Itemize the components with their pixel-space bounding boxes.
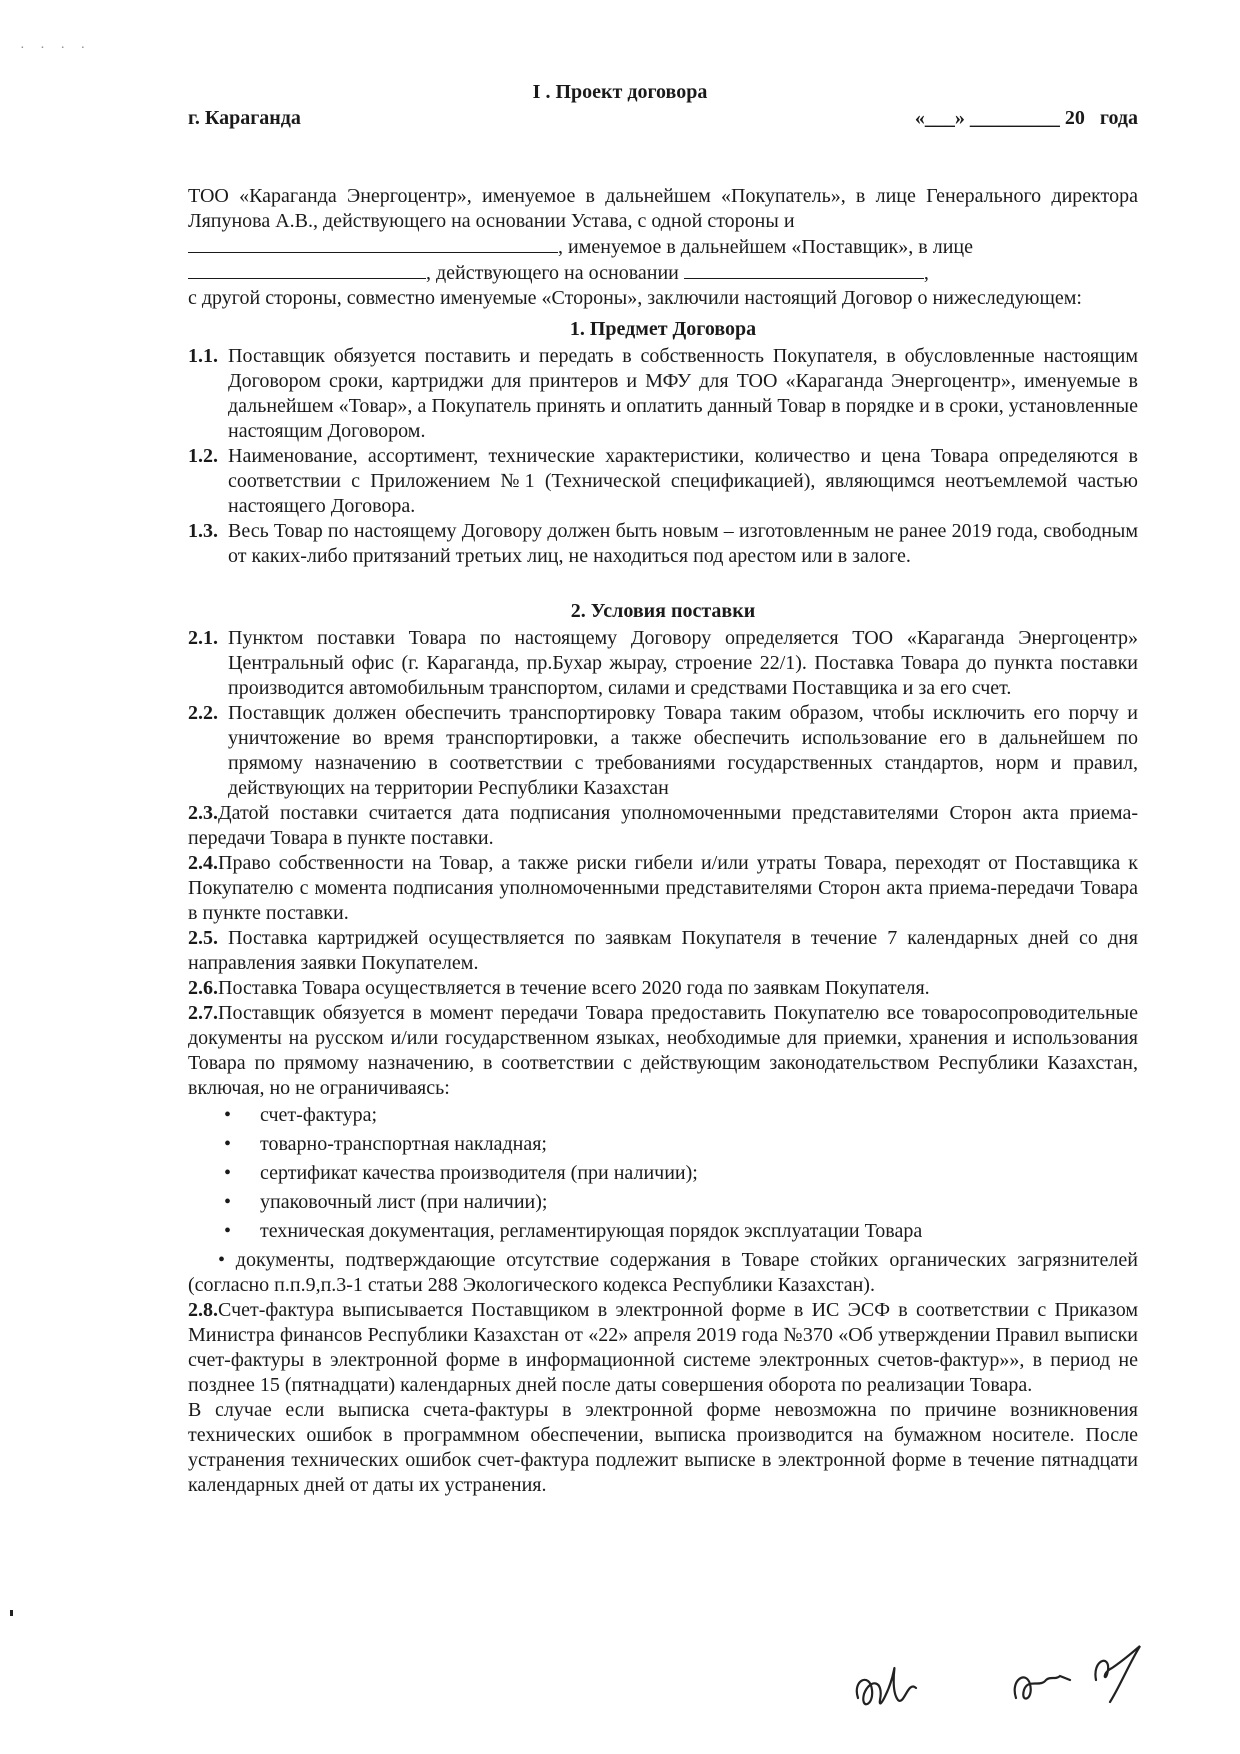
basis-blank xyxy=(684,260,924,279)
item-number: 2.4. xyxy=(188,852,218,874)
preamble-line4: с другой стороны, совместно именуемые «Стороны», заключили настоящий Договор о нижеследующем: xyxy=(188,287,1082,309)
item-number: 2.7. xyxy=(188,1002,218,1024)
preamble-line1: ТОО «Караганда Энергоцентр», именуемое в дальнейшем «Покупатель», в лице Генерального директора Ляпунова А.В., действующего на основании Устава, с одной стороны и xyxy=(188,185,1138,232)
list-item xyxy=(188,519,1138,569)
preamble-line3: , действующего на основании xyxy=(426,262,679,284)
item-number: 2.3. xyxy=(188,802,218,824)
item-number: 2.6. xyxy=(188,977,218,999)
signature-initials-2 xyxy=(1000,1640,1160,1720)
item-number: 1.1. xyxy=(188,345,218,367)
item-text: Поставка Товара осуществляется в течение всего 2020 года по заявкам Покупателя. xyxy=(218,977,930,999)
scan-mark xyxy=(10,1610,13,1616)
item-text: Поставщик обязуется в момент передачи Товара предоставить Покупателю все товаросопроводительные документы на русском и/или государственном языках, необходимые для приемки, хранения и использования Товара по прямому назначению, в соответствии с действующим законодательством Республики Казахстан, включая, но не ограничиваясь: xyxy=(188,1002,1138,1099)
list-item: • упаковочный лист (при наличии); xyxy=(224,1190,1138,1215)
section-2-title: 2. Условия поставки xyxy=(570,600,756,622)
item-text: Наименование, ассортимент, технические характеристики, количество и цена Товара определяются в соответствии с Приложением №1 (Технической спецификацией), являющимся неотъемлемой частью настоящего Договора. xyxy=(228,445,1138,517)
list-item xyxy=(188,976,1138,1001)
item-text: Пунктом поставки Товара по настоящему Договору определяется ТОО «Караганда Энергоцентр» Центральный офис (г. Караганда, пр.Бухар жырау, строение 22/1). Поставка Товара до пункта поставки производится автомобильным транспортом, силами и средствами Поставщика и за его счет. xyxy=(228,627,1138,699)
list-item xyxy=(188,701,1138,801)
list-item xyxy=(188,851,1138,926)
city-label: г. Караганда xyxy=(188,107,301,129)
list-item xyxy=(188,926,1138,976)
item-number: 2.5. xyxy=(188,927,218,949)
item-text: Право собственности на Товар, а также риски гибели и/или утраты Товара, переходят от Поставщика к Покупателю с момента подписания уполномоченными представителями Сторон акта приема-передачи Товара в пункте поставки. xyxy=(188,852,1138,924)
item-number: 1.2. xyxy=(188,445,218,467)
list-item xyxy=(188,626,1138,701)
date-field: «___» _________ 20 года xyxy=(914,107,1138,129)
item-number: 1.3. xyxy=(188,520,218,542)
item-text: Поставщик обязуется поставить и передать в собственность Покупателя, в обусловленные настоящим Договором сроки, картриджи для принтеров и МФУ для ТОО «Караганда Энергоцентр», именуемые в дальнейшем «Товар», а Покупатель принять и оплатить данный Товар в порядке и в сроки, установленные настоящим Договором. xyxy=(228,345,1138,442)
list-item xyxy=(188,344,1138,444)
item-text: Датой поставки считается дата подписания уполномоченными представителями Сторон акта приема-передачи Товара в пункте поставки. xyxy=(188,802,1138,849)
representative-blank xyxy=(188,260,426,279)
list-item xyxy=(188,1298,1138,1398)
preamble-line2: , именуемое в дальнейшем «Поставщик», в лице xyxy=(558,236,973,258)
list-item: • товарно-транспортная накладная; xyxy=(224,1132,1138,1157)
item-text: Поставка картриджей осуществляется по заявкам Покупателя в течение 7 календарных дней со дня направления заявки Покупателем. xyxy=(188,927,1138,974)
bullet-extra: • документы, подтверждающие отсутствие содержания в Товаре стойких органических загрязнителей (согласно п.п.9,п.3-1 статьи 288 Экологического кодекса Республики Казахстан). xyxy=(188,1249,1138,1296)
signature-initials-1 xyxy=(850,1650,940,1720)
list-item: • техническая документация, регламентирующая порядок эксплуатации Товара xyxy=(224,1219,1138,1244)
item-text: Счет-фактура выписывается Поставщиком в электронной форме в ИС ЭСФ в соответствии с Приказом Министра финансов Республики Казахстан от «22» апреля 2019 года №370 «Об утверждении Правил выписки счет-фактуры в электронной форме в информационной системе электронных счетов-фактур»», в период не позднее 15 (пятнадцати) календарных дней после даты совершения оборота по реализации Товара. xyxy=(188,1299,1138,1396)
scan-noise: · · · · xyxy=(20,41,92,56)
closing-paragraph: В случае если выписка счета-фактуры в электронной форме невозможна по причине возникновения технических ошибок в программном обеспечении, выписка производится на бумажном носителе. После устранения технических ошибок счет-фактура подлежит выписке в электронной форме в течение пятнадцати календарных дней от даты их устранения. xyxy=(188,1399,1138,1496)
list-item: • сертификат качества производителя (при наличии); xyxy=(224,1161,1138,1186)
section-1-title: 1. Предмет Договора xyxy=(569,318,757,340)
list-item xyxy=(188,444,1138,519)
preamble: ТОО «Караганда Энергоцентр», именуемое в дальнейшем «Покупатель», в лице Генерального директора Ляпунова А.В., действующего на основании Устава, с одной стороны и , именуемое в дальнейшем «Поставщик», в лице , действующего на основании , с другой стороны, совместно именуемые «Стороны», заключили настоящий Договор о нижеследующем: xyxy=(188,185,1138,309)
supplier-name-blank xyxy=(188,234,558,253)
item-number: 2.1. xyxy=(188,627,218,649)
list-item: • счет-фактура; xyxy=(224,1103,1138,1128)
document-body xyxy=(188,184,1138,1498)
section-1-items xyxy=(188,344,1138,569)
item-text: Весь Товар по настоящему Договору должен быть новым – изготовленным не ранее 2019 года, свободным от каких-либо притязаний третьих лиц, не находиться под арестом или в залоге. xyxy=(228,520,1138,567)
item-number: 2.8. xyxy=(188,1299,218,1321)
document-title: I . Проект договора xyxy=(532,81,708,103)
item-text: Поставщик должен обеспечить транспортировку Товара таким образом, чтобы исключить его порчу и уничтожение во время транспортировки, а также обеспечить использование его в дальнейшем по прямому назначению в соответствии с требованиями государственных стандартов, норм и правил, действующих на территории Республики Казахстан xyxy=(228,702,1138,799)
item-number: 2.2. xyxy=(188,702,218,724)
documents-list xyxy=(188,1103,1138,1244)
list-item xyxy=(188,801,1138,851)
list-item xyxy=(188,1001,1138,1101)
